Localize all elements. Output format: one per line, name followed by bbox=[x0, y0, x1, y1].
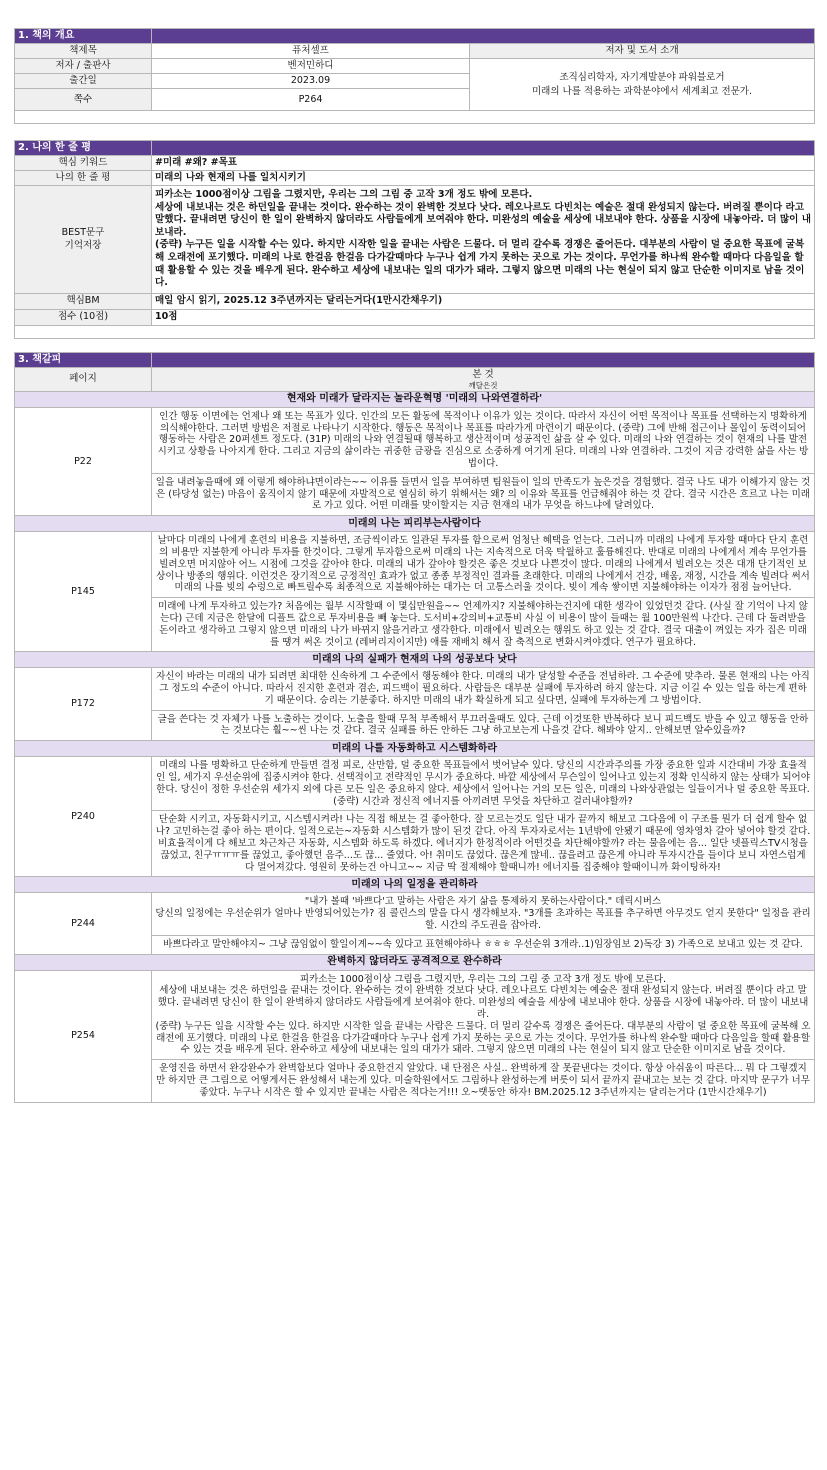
section-title: 2. 나의 한 줄 평 bbox=[15, 141, 152, 156]
bookmark-page: P145 bbox=[15, 532, 152, 652]
section-bookmarks bbox=[14, 352, 815, 1103]
bookmark-page: P244 bbox=[15, 893, 152, 954]
bookmark-heading: 완벽하지 않더라도 공격적으로 완수하라 bbox=[15, 954, 815, 970]
section-book-overview bbox=[14, 28, 815, 124]
keyword-label: 핵심 키워드 bbox=[15, 156, 152, 171]
bookmark-page: P240 bbox=[15, 757, 152, 877]
title-value[interactable]: 퓨처셀프 bbox=[152, 44, 470, 59]
bookmark-quote[interactable]: 인간 행동 이면에는 언제나 왜 또는 목표가 있다. 인간의 모든 활동에 목적이나 이유가 있는 것이다. 따라서 자신이 어떤 목적이나 목표를 선택하는지 명확하게 의식해야한다. 그러면 방법은 저절로 나타나기 시작한다. 행동은 목적이나 목표를 따라가게 마련이기 때문이다. (중략) 그에 반해 접근이나 몰입이 동력이되어 행동하는 사람은 20퍼센트 정도다. (31P) 미래의 나와 연결될때 행복하고 생산적이며 성공적인 삶을 살 수 있다. 미래의 나와 연결하는 것이 현재의 나를 발전시키고 상황을 나아지게 한다. 그리고 지금의 삶이라는 귀중한 금광을 진심으로 소중하게 여기게 된다. 미래의 나와 연결하라. 그것이 지금 강력한 삶을 사는 방법이다. bbox=[152, 407, 815, 473]
column-body-header bbox=[152, 367, 815, 391]
column-page-header: 페이지 bbox=[15, 367, 152, 391]
best-quote-label: BEST문구 기억저장 bbox=[15, 186, 152, 294]
bookmark-heading: 미래의 나를 자동화하고 시스템화하라 bbox=[15, 741, 815, 757]
pubdate-label: 출간일 bbox=[15, 74, 152, 89]
author-intro-header: 저자 및 도서 소개 bbox=[470, 44, 815, 59]
bookmark-reflection[interactable]: 미래에 나게 투자하고 있는가? 처음에는 월부 시작할때 이 몇십만원을~~ 언제까지? 지불해야하는건지에 대한 생각이 있었던것 같다. (사실 잘 기억이 나지 않는다) 근데 지금은 한달에 디플트 값으로 투자비용을 빼 놓는다. 도서비+강의비+교통비 사실 이 비용이 많이 들때는 월 100만원씩 나간다. 근데 다 돌려받을 돈이라고 생각하고 그렇지 않으면 미래의 나가 바뀌지 않을거라고 생각한다. 미래에서 빌려오는 행위도 하고 있는 것 같다. 결국 대출이 껴있는 자가 집은 미래를 땡겨 써온 것이고 (레버리지이지만) 애를 재배치 해서 잘 축적으로 변화시켜야겠다. 연구가 필요하다. bbox=[152, 598, 815, 652]
bookmark-heading: 현재와 미래가 달라지는 놀라운혁명 '미래의 나와연결하라' bbox=[15, 391, 815, 407]
column-body-subtitle: 깨달은것 bbox=[468, 380, 498, 390]
pages-label: 쪽수 bbox=[15, 89, 152, 111]
column-body-title: 본 것 bbox=[472, 368, 494, 380]
best-quote-value[interactable]: 피카소는 1000점이상 그림을 그렸지만, 우리는 그의 그림 중 고작 3개 정도 밖에 모른다. 세상에 내보내는 것은 하던일을 끝내는 것이다. 완수하는 것이 완벽한 것보다 낫다. 레오나르도 다빈치는 예술은 절대 완성되지 않는다. 버려질 뿐이다 라고 말했다. 끝내려면 당신이 한 일이 완벽하지 않더라도 사람들에게 보여줘야 한다. 미완성의 예술을 세상에 내보내야 한다. 상품을 시장에 내놓아라. 더 많이 내보내라. (중략) 누구든 일을 시작할 수는 있다. 하지만 시작한 일을 끝내는 사람은 드물다. 더 멀리 갈수록 경쟁은 줄어든다. 대부분의 사람이 덜 중요한 목표에 굴복해 오래전에 포기했다. 미래의 나로 한걸음 한걸음 다가갈때마다 누구나 쉽게 가지 못하는 곳으로 가는 것이다. 무언가를 하나씩 완수할 때마다 다음일을 할때 활용할 수 있는 것을 배우게 된다. 완수하고 세상에 내보내는 일의 대가가 돼라. 그렇지 않으면 미래의 나는 현실이 되지 않고 단순한 이미지로 남을 것이다. bbox=[152, 186, 815, 294]
bookmark-reflection[interactable]: 바쁘다라고 말안해야지~ 그냥 끊임없이 할일이계~~속 있다고 표현해야하나 ㅎㅎㅎ 우선순위 3개라..1)임장임보 2)독강 3) 가족으로 보내고 있는 것 같다. bbox=[152, 935, 815, 954]
keyword-value[interactable]: #미래 #왜? #목표 bbox=[152, 156, 815, 171]
core-bm-value[interactable]: 매일 암시 읽기, 2025.12 3주년까지는 달리는거다(1만시간채우기) bbox=[152, 293, 815, 309]
bookmark-quote[interactable]: 날마다 미래의 나에게 훈련의 비용을 지불하면, 조금씩이라도 일관된 투자를 함으로써 엄청난 혜택을 얻는다. 그러니까 미래의 나에게 투자할 때마다 단지 훈련의 비용만 지불한게 아니라 투자를 한것이다. 그렇게 투자함으로써 미래의 나는 지속적으로 더욱 탁월하고 훌륭해진다. 반대로 미래의 나에게서 계속 무언가를 빌려오면 머지않아 어느 시점에 그것을 갚아야 한다. 미래의 내가 갚아야 할것은 좋은 것보다 나쁜것이 많다. 미래의 나에게서 빌려오는 것은 대개 단기적인 보상이나 방종의 행위다. 이런것은 장기적으로 긍정적인 효과가 없고 종종 부정적인 결과를 초래한다. 미래의 나에게서 건강, 배움, 재정, 시간을 계속 빌려다 써서 미래의 나를 빚의 수렁으로 빠트릴수록 최종적으로 지불해야하는 대가는 더 고통스러울 것이다. 빚이 계속 쌓이면 지불해야하는 이자가 점점 늘어난다. bbox=[152, 532, 815, 598]
bookmark-quote[interactable]: 미래의 나를 명확하고 단순하게 만들면 결정 피로, 산만함, 덜 중요한 목표들에서 벗어날수 있다. 당신의 시간과주의를 가장 중요한 일과 시간대비 가장 효율적인 일, 세가지 우선순위에 집중시켜야 한다. 선택적이고 전략적인 무시가 중요하다. 바깥 세상에서 무슨일이 일어나고 있는지 정확 인식하지 않는 상태가 되어야 한다. 당신이 정한 우선순위 세가지 외에 다른 모든 일은 중요하지 않다. 세상에서 일어나는 거의 모든 일은, 미래의 나와상관없는 일들이거나 덜 중요한 목표다. (중략) 시간과 정신적 에너지를 아끼려면 무엇을 차단하고 걸러내야할까? bbox=[152, 757, 815, 811]
section-title: 1. 책의 개요 bbox=[15, 29, 152, 44]
book-report-sheet bbox=[14, 28, 814, 1103]
bookmark-quote[interactable]: "내가 볼때 '바쁘다'고 말하는 사람은 자기 삶을 통제하지 못하는사람이다." 데릭시버스 당신의 일정에는 우선순위가 얼마나 반영되어있는가? 짐 콜린스의 말을 다시 생각해보자. "3개를 초과하는 목표를 추구하면 아무것도 얻지 못한다" 일정을 관리할. 시간의 주도권을 잡아라. bbox=[152, 893, 815, 935]
core-bm-label: 핵심BM bbox=[15, 293, 152, 309]
author-label: 저자 / 출판사 bbox=[15, 59, 152, 74]
bookmark-quote[interactable]: 자신이 바라는 미래의 내가 되려면 최대한 신속하게 그 수준에서 행동해야 한다. 미래의 내가 달성할 수준을 전념하라. 그 수준에 맞추라. 물론 현재의 나는 아직 그 정도의 수준이 아니다. 따라서 진지한 훈련과 겸손, 피드백이 필요하다. 사람들은 대부분 실패에 투자하려 하지 않는다. 지금 이길 수 있는 일을 하는게 편하기 때문이다. 승리는 기분좋다. 하지만 미래의 내가 확실하게 되고 싶다면, 실패에 투자하는게 그 방법이다. bbox=[152, 668, 815, 710]
bookmark-reflection[interactable]: 단순화 시키고, 자동화시키고, 시스템시켜라! 나는 직접 해보는 걸 좋아한다. 잘 모르는것도 일단 내가 끝까지 해보고 그다음에 이 구조를 뭔가 더 쉽게 할수 없나? 고민하는걸 좋아 하는 편이다. 일적으로는~자동화 시스템화가 많이 된것 같다. 아직 투자자로서는 1년밖에 안됐기 때문에 영차영차 갈아 넣어야 할것 같다. 비효율적이게 다 해보고 차근차근 자동화, 시스템화 하도록 하겠다. 에너지가 한정적이라 어떤것을 차단해야할까? 라는 물음에는 음... 일단 넷플릭스TV시청을 끊었고, 친구ㅠㅠㅠ를 끊었고, 좋아했던 음주...도 끊... 줄였다. 아! 취미도 끊었다. 끊은게 많네.. 끊을려고 끊은게 아니라 투자시간을 들이다 보니 자연스럽게 다 멀어져갔다. 영원히 못하는건 아니고~~ 지금 딱 절제해야 할때니까! 에너지를 집중해야 할때이니까 화이팅하자! bbox=[152, 811, 815, 877]
bookmark-reflection[interactable]: 운영진을 하면서 완강완수가 완벽함보다 얼마나 중요한건지 알았다. 내 단점은 사실.. 완벽하게 잘 못끝낸다는 것이다. 항상 아쉬움이 따른다... 뭐 다 그렇겠지만 하지만 큰 그림으로 어떻게서든 완성해서 내는게 있다. 미술학원에서도 그림하나 완성하는게 버릇이 되서 끝까지 끝내고는 보는 것 같다. 마지막 문구가 너무 좋았다. 누구나 시작은 할 수 있지만 끝내는 사람은 적다는거!!! 오~랫동안 하자! BM.2025.12 3주년까지는 달리는거다 (1만시간채우기) bbox=[152, 1060, 815, 1102]
pages-value[interactable]: P264 bbox=[152, 89, 470, 111]
bookmark-reflection[interactable]: 글을 쓴다는 것 자체가 나를 노출하는 것이다. 노출을 할때 무척 부족해서 부끄러울때도 있다. 근데 이것또한 반복하다 보니 피드백도 받을 수 있고 행동을 안하는 것보다는 훨~~씬 나는 것 같다. 결국 실패를 하든 안하든 그냥 하고보는게 나을것 같다. 해봐야 알지.. 안해보면 알수있을까? bbox=[152, 710, 815, 741]
bookmark-heading: 미래의 나의 실패가 현재의 나의 성공보다 낫다 bbox=[15, 652, 815, 668]
oneline-label: 나의 한 줄 평 bbox=[15, 171, 152, 186]
pubdate-value[interactable]: 2023.09 bbox=[152, 74, 470, 89]
score-label: 점수 (10점) bbox=[15, 309, 152, 325]
bookmark-heading: 미래의 나의 일정을 관리하라 bbox=[15, 877, 815, 893]
title-label: 책제목 bbox=[15, 44, 152, 59]
score-value[interactable]: 10점 bbox=[152, 309, 815, 325]
bookmark-page: P254 bbox=[15, 970, 152, 1102]
bookmark-heading: 미래의 나는 피리부는사람이다 bbox=[15, 516, 815, 532]
author-intro[interactable]: 조직심리학자, 자기계발분야 파워블로거 미래의 나를 적용하는 과학분야에서 세계최고 전문가. bbox=[470, 59, 815, 111]
bookmark-page: P22 bbox=[15, 407, 152, 515]
section-one-line-review bbox=[14, 140, 815, 339]
author-value[interactable]: 벤저민하디 bbox=[152, 59, 470, 74]
bookmark-reflection[interactable]: 일을 내려놓을때에 왜 이렇게 해야하냐면이라는~~ 이유를 들면서 일을 부여하면 팀원들이 일의 만족도가 높은것을 경험했다. 결국 나도 내가 이해가지 않는 것은 (타당성 없는) 마음이 움직이지 않기 때문에 자발적으로 열심히 하기 위해서는 왜? 의 이유와 목표를 언급해줘야 하는 것 같다. 결국 시간은 흐르고 나는 미래로 가고 있다. 어떤 미래를 맞이할지는 지금 현재의 내가 무엇을 하느냐에 달려있다. bbox=[152, 473, 815, 515]
section-title: 3. 책갈피 bbox=[15, 352, 152, 367]
oneline-value[interactable]: 미래의 나와 현재의 나를 일치시키기 bbox=[152, 171, 815, 186]
bookmark-quote[interactable]: 피카소는 1000점이상 그림을 그렸지만, 우리는 그의 그림 중 고작 3개 정도 밖에 모른다. 세상에 내보내는 것은 하던일을 끝내는 것이다. 완수하는 것이 완벽한 것보다 낫다. 레오나르도 다빈치는 예술은 절대 완성되지 않는다. 버려질 뿐이다 라고 말했다. 끝내려면 당신이 한 일이 완벽하지 않더라도 사람들에게 보여줘야 한다. 미완성의 예술을 세상에 내보내야 한다. 상품을 시장에 내놓아라. 더 많이 내보내라. (중략) 누구든 일을 시작할 수는 있다. 하지만 시작한 일을 끝내는 사람은 드물다. 더 멀리 갈수록 경쟁은 줄어든다. 대부분의 사람이 덜 중요한 목표에 굴복해 오래전에 포기했다. 미래의 나로 한걸음 한걸음 다가갈때마다 누구나 쉽게 가지 못하는 곳으로 가는 것이다. 무언가를 하나씩 완수할 때마다 다음일을 할때 활용할 수 있는 것을 배우게 된다. 완수하고 세상에 내보내는 일의 대가가 돼라. 그렇지 않으면 미래의 나는 현실이 되지 않고 단순한 이미지로 남을 것이다. bbox=[152, 970, 815, 1060]
bookmark-page: P172 bbox=[15, 668, 152, 741]
